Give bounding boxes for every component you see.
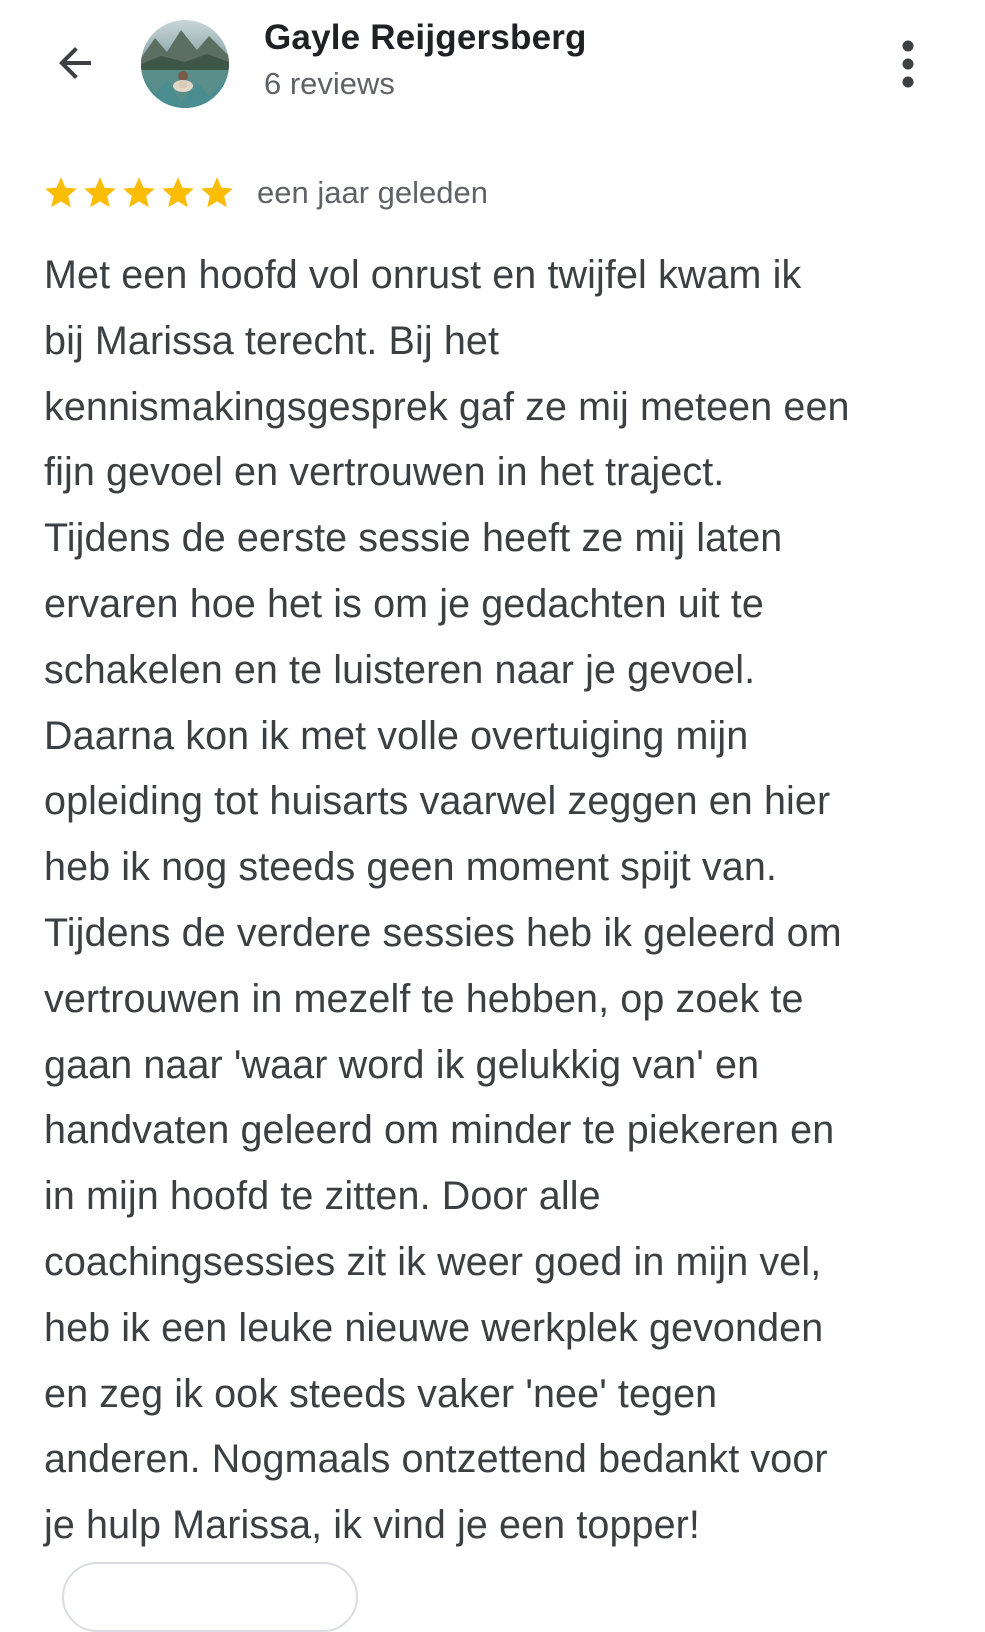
rating-row bbox=[42, 170, 488, 216]
back-button[interactable] bbox=[40, 28, 110, 98]
review-text-line: heb ik nog steeds geen moment spijt van. bbox=[44, 845, 777, 890]
review-text-line: je hulp Marissa, ik vind je een topper! bbox=[44, 1503, 700, 1548]
review-text-line: Tijdens de eerste sessie heeft ze mij laten bbox=[44, 516, 783, 561]
review-text bbox=[44, 243, 944, 1559]
review-text-line: Met een hoofd vol onrust en twijfel kwam ik bbox=[44, 253, 802, 297]
review-text-line: coachingsessies zit ik weer goed in mijn vel, bbox=[44, 1239, 822, 1284]
review-text-line: Tijdens de verdere sessies heb ik geleerd om bbox=[44, 910, 842, 955]
avatar[interactable] bbox=[141, 20, 229, 108]
like-button[interactable] bbox=[62, 1562, 358, 1632]
avatar-image bbox=[141, 20, 229, 108]
review-text-line: fijn gevoel en vertrouwen in het traject. bbox=[44, 450, 725, 495]
star-icon bbox=[198, 174, 236, 212]
review-text-line: anderen. Nogmaals ontzettend bedankt voor bbox=[44, 1437, 828, 1482]
reviewer-name[interactable]: Gayle Reijgersberg bbox=[264, 18, 587, 57]
reviewer-header bbox=[0, 0, 985, 130]
review-text-line: bij Marissa terecht. Bij het bbox=[44, 318, 500, 363]
more-vert-icon bbox=[900, 40, 916, 88]
review-count: 6 reviews bbox=[264, 66, 395, 101]
review-text-line: opleiding tot huisarts vaarwel zeggen en hier bbox=[44, 779, 831, 824]
star-rating bbox=[42, 174, 237, 212]
star-icon bbox=[120, 174, 158, 212]
star-icon bbox=[42, 174, 80, 212]
review-text-line: vertrouwen in mezelf te hebben, op zoek te bbox=[44, 976, 804, 1021]
review-text-line: ervaren hoe het is om je gedachten uit te bbox=[44, 581, 764, 626]
review-text-line: in mijn hoofd te zitten. Door alle bbox=[44, 1174, 601, 1219]
star-icon bbox=[159, 174, 197, 212]
arrow-back-icon bbox=[51, 39, 99, 87]
review-text-line: Daarna kon ik met volle overtuiging mijn bbox=[44, 713, 749, 758]
review-date: een jaar geleden bbox=[257, 175, 488, 210]
review-text-line: handvaten geleerd om minder te piekeren en bbox=[44, 1108, 835, 1153]
star-icon bbox=[81, 174, 119, 212]
review-text-line: kennismakingsgesprek gaf ze mij meteen een bbox=[44, 384, 850, 429]
review-text-line: heb ik een leuke nieuwe werkplek gevonden bbox=[44, 1305, 824, 1350]
review-text-line: gaan naar 'waar word ik gelukkig van' en bbox=[44, 1042, 760, 1087]
review-text-line: en zeg ik ook steeds vaker 'nee' tegen bbox=[44, 1371, 718, 1416]
more-options-button[interactable] bbox=[878, 32, 938, 96]
review-text-line: schakelen en te luisteren naar je gevoel. bbox=[44, 647, 756, 692]
